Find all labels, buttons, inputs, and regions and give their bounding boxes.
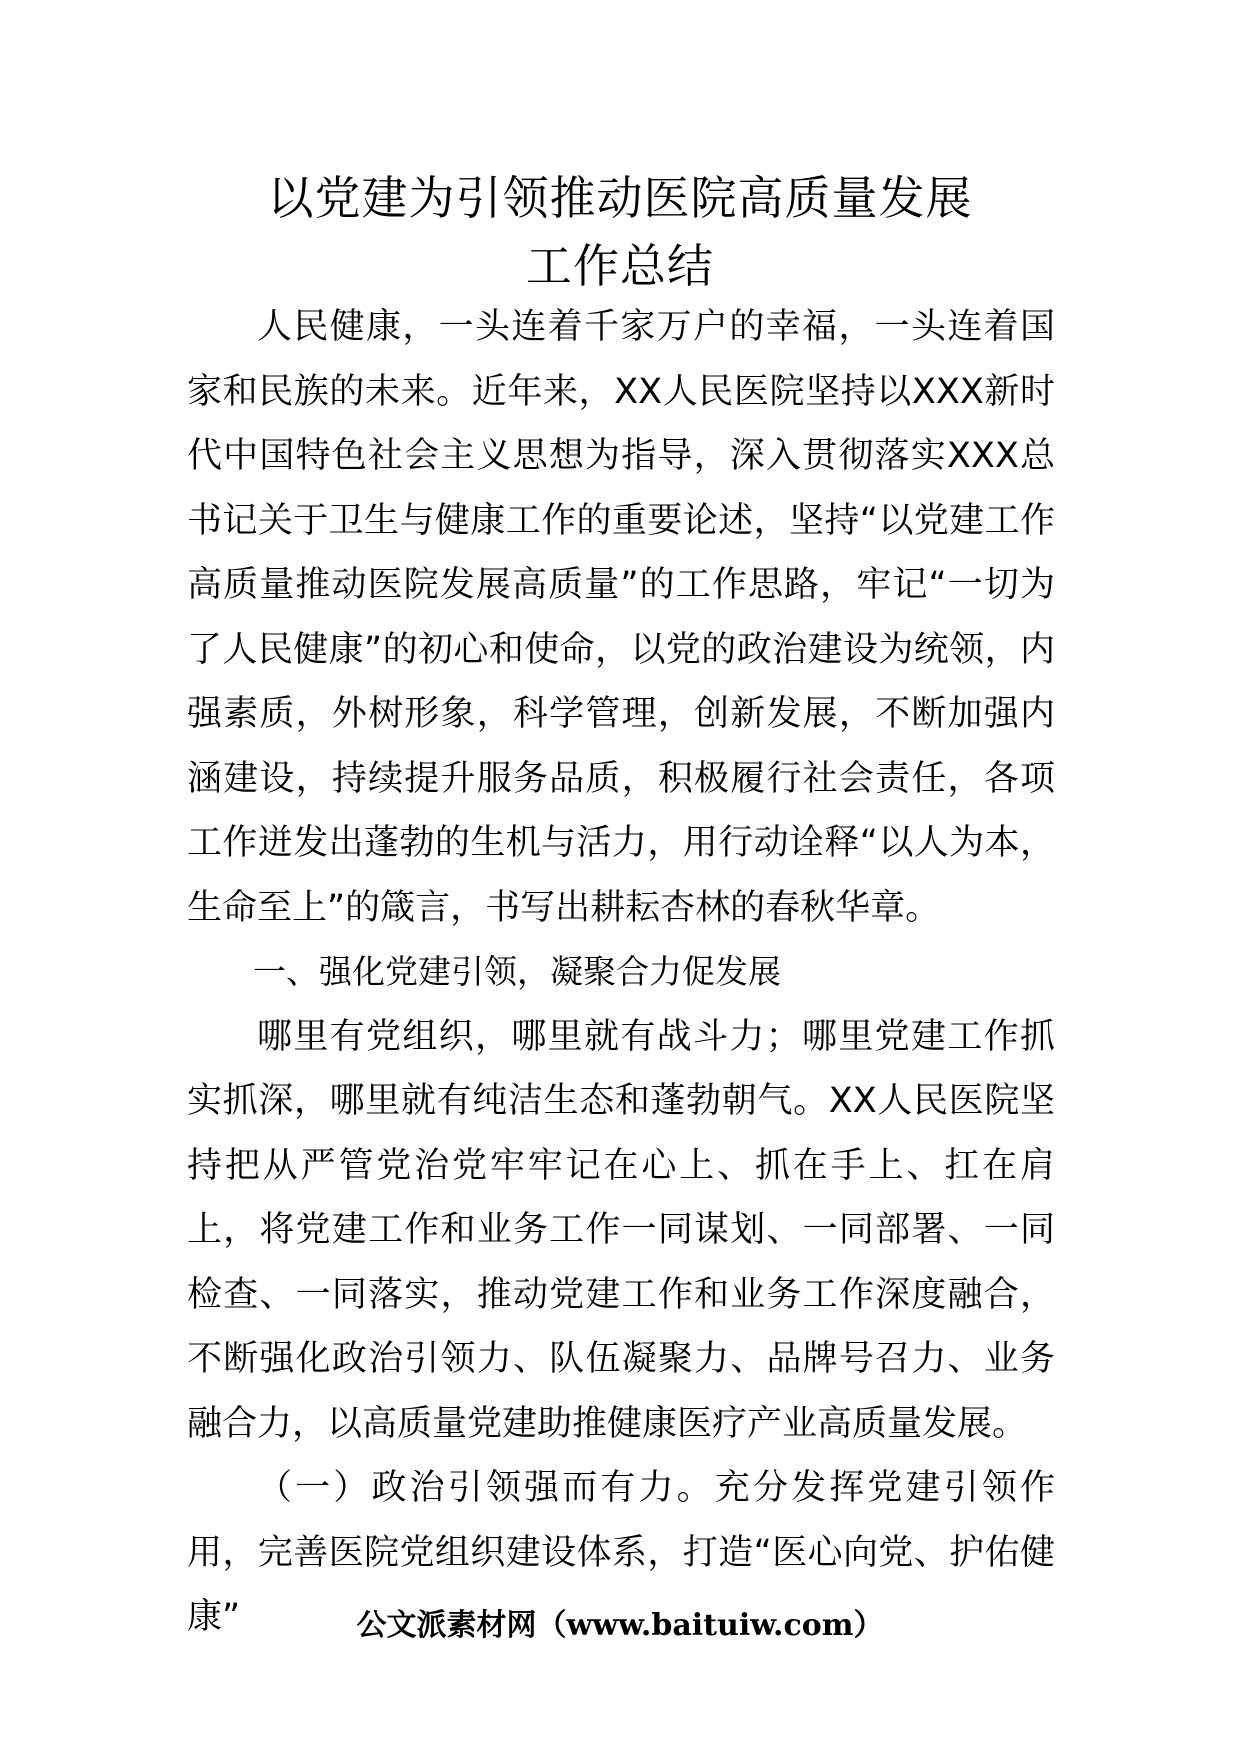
subsection-paragraph: （一）政治引领强而有力。充分发挥党建引领作用，完善医院党组织建设体系，打造“医心向党、护佑健康” (187, 1468, 1055, 1637)
intro-paragraph: 人民健康，一头连着千家万户的幸福，一头连着国家和民族的未来。近年来，XX人民医院坚持以XXX新时代中国特色社会主义思想为指导，深入贯彻落实XXX总书记关于卫生与健康工作的重要论述，坚持“以党建工作高质量推动医院发展高质量”的工作思路，牢记“一切为了人民健康”的初心和使命，以党的政治建设为统领，内强素质，外树形象，科学管理，创新发展，不断加强内涵建设，持续提升服务品质，积极履行社会责任，各项工作迸发出蓬勃的生机与活力，用行动诠释“以人为本，生命至上”的箴言，书写出耕耘杏林的春秋华章。 (187, 307, 1055, 928)
document-title-line-1: 以党建为引领推动医院高质量发展 (267, 171, 973, 225)
footer-watermark: 公文派素材网（www.baituiw.com） (356, 1608, 884, 1643)
section-heading: 一、强化党建引领，凝聚合力促发展 (253, 952, 781, 991)
document-body (187, 295, 1055, 1650)
document-title-line-2: 工作总结 (526, 239, 714, 293)
section-paragraph: 哪里有党组织，哪里就有战斗力；哪里党建工作抓实抓深，哪里就有纯洁生态和蓬勃朝气。XX人民医院坚持把从严管党治党牢牢记在心上、抓在手上、扛在肩上，将党建工作和业务工作一同谋划、一同部署、一同检查、一同落实，推动党建工作和业务工作深度融合，不断强化政治引领力、队伍凝聚力、品牌号召力、业务融合力，以高质量党建助推健康医疗产业高质量发展。 (187, 1016, 1055, 1444)
